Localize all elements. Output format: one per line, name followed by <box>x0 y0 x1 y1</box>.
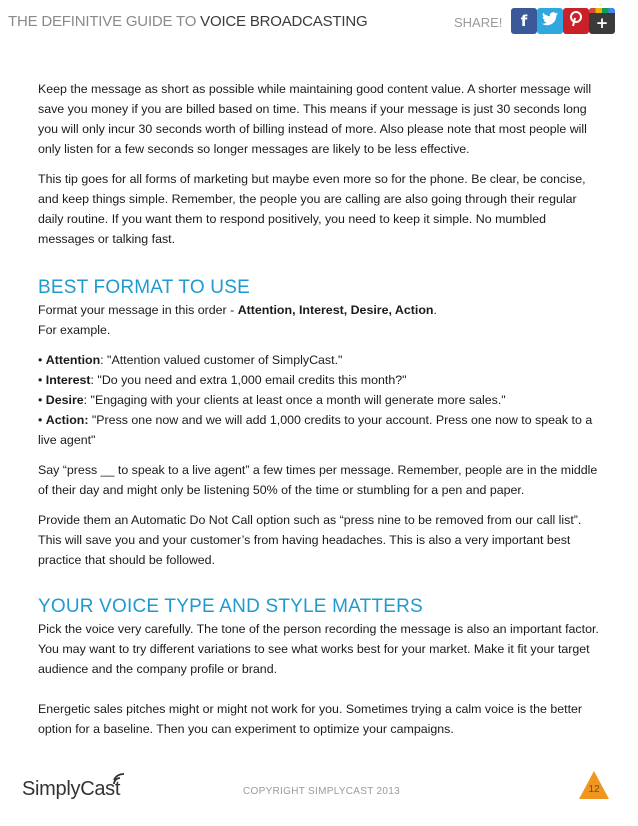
broadcast-waves-icon <box>112 772 128 788</box>
list-item <box>38 350 600 370</box>
list-item-text: "Press one now and we will add 1,000 credits to your account. Press one now to speak to a live agent" <box>38 413 593 447</box>
page-number-badge <box>578 770 610 800</box>
list-item-text: : "Engaging with your clients at least once a month will generate more sales." <box>83 393 506 407</box>
plus-icon: + <box>595 14 609 32</box>
copyright-text: COPYRIGHT SIMPLYCAST 2013 <box>243 786 400 797</box>
for-example-text: For example. <box>38 323 111 337</box>
list-item-term: Action: <box>45 413 89 427</box>
list-item-term: Attention <box>45 353 101 367</box>
list-item <box>38 370 600 390</box>
format-intro-suffix: . <box>433 303 437 317</box>
guide-title-light: THE DEFINITIVE GUIDE TO <box>8 13 201 30</box>
facebook-share-button[interactable] <box>511 8 537 34</box>
list-item <box>38 410 600 450</box>
page-content <box>38 79 600 749</box>
list-item <box>38 390 600 410</box>
paragraph: Energetic sales pitches might or might not work for you. Sometimes trying a calm voice is the better option for a baseline. Then you can experiment to optimize your campaigns. <box>38 702 583 736</box>
googleplus-color-stripe <box>589 8 615 13</box>
paragraph: Provide them an Automatic Do Not Call option such as “press nine to be removed from our call list”. This will save you and your customer’s from having headaches. This is also a very important best practice that should be followed. <box>38 513 582 567</box>
paragraph: Say “press __ to speak to a live agent” a few times per message. Remember, people are in the middle of their day and might only be listening 50% of the time or stumbling for a pen and paper. <box>38 463 598 497</box>
list-item-text: : "Attention valued customer of SimplyCast." <box>100 353 343 367</box>
guide-title <box>8 13 367 30</box>
logo-text: SimplyCast <box>22 778 121 800</box>
format-intro <box>38 300 600 340</box>
paragraph: This tip goes for all forms of marketing but maybe even more so for the phone. Be clear, be concise, and keep things simple. Remember, the people you are calling are also going through their regular daily routine. If you want them to respond positively, you need to keep it simple. No mumbled messages or talking fast. <box>38 172 586 246</box>
share-label: SHARE! <box>454 15 503 30</box>
facebook-icon: f <box>520 12 528 30</box>
pinterest-share-button[interactable] <box>563 8 589 34</box>
bullet: • <box>38 353 46 367</box>
list-item-term: Interest <box>45 373 91 387</box>
page-number: 12 <box>588 784 600 795</box>
page-header <box>0 0 638 44</box>
section-heading-voice: YOUR VOICE TYPE AND STYLE MATTERS <box>38 596 423 617</box>
pinterest-icon <box>569 11 583 31</box>
list-item-term: Desire <box>45 393 84 407</box>
googleplus-share-button[interactable] <box>589 8 615 34</box>
format-intro-bold: Attention, Interest, Desire, Action <box>237 303 434 317</box>
bullet: • <box>38 393 46 407</box>
list-item-text: : "Do you need and extra 1,000 email credits this month?" <box>90 373 407 387</box>
twitter-icon <box>542 12 558 30</box>
paragraph: Pick the voice very carefully. The tone of the person recording the message is also an important factor. You may want to try different variations to see what works best for your market. Make it fit your target audience and the company profile or brand. <box>38 622 599 676</box>
aida-list <box>38 350 600 450</box>
bullet: • <box>38 373 46 387</box>
twitter-share-button[interactable] <box>537 8 563 34</box>
guide-title-dark: VOICE BROADCASTING <box>200 13 368 30</box>
section-heading-format: BEST FORMAT TO USE <box>38 277 250 298</box>
paragraph: Keep the message as short as possible while maintaining good content value. A shorter message will save you money if you are billed based on time. This means if your message is just 30 seconds long you will only incur 30 seconds worth of billing instead of more. Also please note that most people will only listen for a few seconds so longer messages are likely to be less effective. <box>38 82 592 156</box>
bullet: • <box>38 413 46 427</box>
format-intro-prefix: Format your message in this order - <box>38 303 238 317</box>
simplycast-logo <box>22 776 132 802</box>
